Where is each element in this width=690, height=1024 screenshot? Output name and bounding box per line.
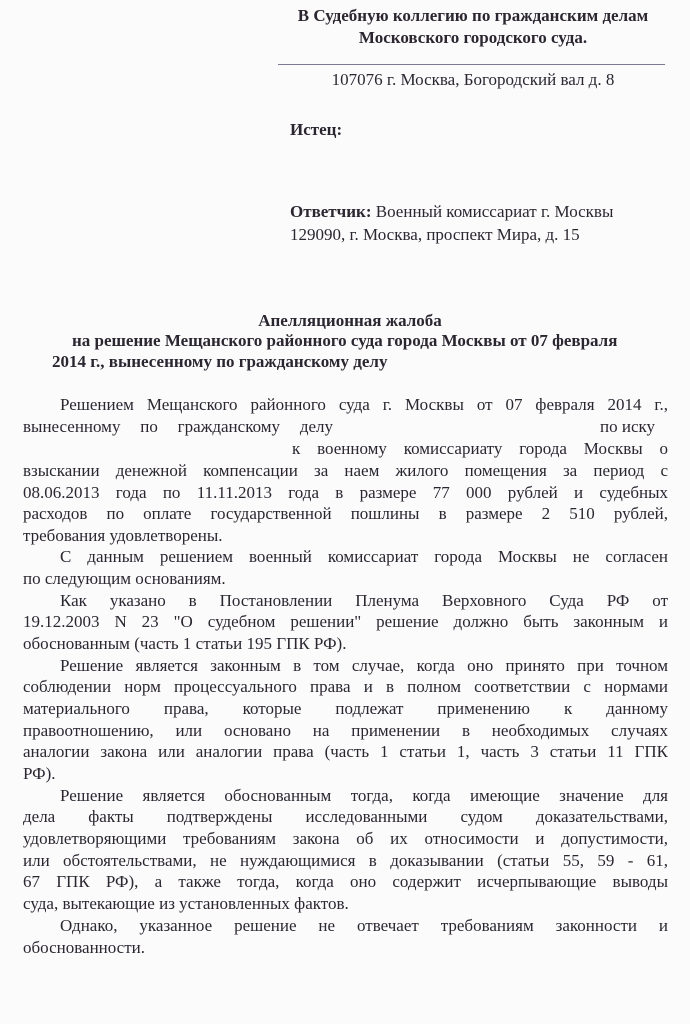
body-line: Решением Мещанского районного суда г. Москвы от 07 февраля 2014 г., [60, 395, 668, 414]
body-line: по иску [600, 417, 656, 436]
body-line: к военному комиссариату города Москвы о [292, 439, 668, 458]
body-line: обоснованности. [23, 938, 146, 957]
body-line: Решение является обоснованным тогда, когда имеющие значение для [60, 786, 668, 805]
body-line: аналогии закона или аналогии права (часть 1 статьи 1, часть 3 статьи 11 ГПК [23, 742, 668, 761]
addressee-line-1: В Судебную коллегию по гражданским делам [297, 6, 649, 25]
document-subtitle-line-2: 2014 г., вынесенному по гражданскому делу [52, 352, 388, 371]
body-line: дела факты подтверждены исследованными судом доказательствами, [23, 807, 668, 826]
document-title: Апелляционная жалоба [258, 311, 442, 330]
body-line: Решение является законным в том случае, когда оно принято при точном [60, 656, 668, 675]
defendant-name: Военный комиссариат г. Москвы [375, 202, 614, 221]
body-line: правоотношению, или основано на применении в необходимых случаях [23, 721, 668, 740]
body-line: 19.12.2003 N 23 "О судебном решении" решение должно быть законным и [23, 612, 668, 631]
plaintiff-label: Истец: [290, 120, 343, 139]
body-line: Однако, указанное решение не отвечает требованиям законности и [60, 916, 668, 935]
body-line: суда, вытекающие из установленных фактов. [23, 894, 349, 913]
addressee-line-2: Московского городского суда. [358, 28, 588, 47]
body-line: С данным решением военный комиссариат города Москвы не согласен [60, 547, 668, 566]
body-line: материального права, которые подлежат применению к данному [23, 699, 668, 718]
defendant-address: 129090, г. Москва, проспект Мира, д. 15 [290, 225, 580, 244]
court-address: 107076 г. Москва, Богородский вал д. 8 [331, 70, 615, 89]
body-line: РФ). [23, 764, 56, 783]
body-line: взыскании денежной компенсации за наем жилого помещения за период с [23, 461, 668, 480]
body-line: 08.06.2013 года по 11.11.2013 года в размере 77 000 рублей и судебных [23, 483, 668, 502]
body-line: по следующим основаниям. [23, 569, 226, 588]
body-line: требования удовлетворены. [23, 526, 223, 545]
body-line: обоснованным (часть 1 статьи 195 ГПК РФ). [23, 634, 347, 653]
body-line: вынесенному по гражданскому делу [23, 417, 333, 436]
body-line: расходов по оплате государственной пошлины в размере 2 510 рублей, [23, 504, 668, 523]
body-line: или обстоятельствами, не нуждающимися в доказывании (статьи 55, 59 - 61, [23, 851, 668, 870]
defendant-line [290, 202, 613, 222]
defendant-label: Ответчик: [290, 202, 372, 221]
header-divider [278, 64, 665, 65]
body-line: удовлетворяющими требованиям закона об их относимости и допустимости, [23, 829, 668, 848]
body-line: Как указано в Постановлении Пленума Верховного Суда РФ от [60, 591, 668, 610]
body-line: соблюдении норм процессуального права и в полном соответствии с нормами [23, 677, 668, 696]
document-subtitle-line-1: на решение Мещанского районного суда города Москвы от 07 февраля [72, 331, 618, 350]
body-line: 67 ГПК РФ), а также тогда, когда оно содержит исчерпывающие выводы [23, 872, 668, 891]
